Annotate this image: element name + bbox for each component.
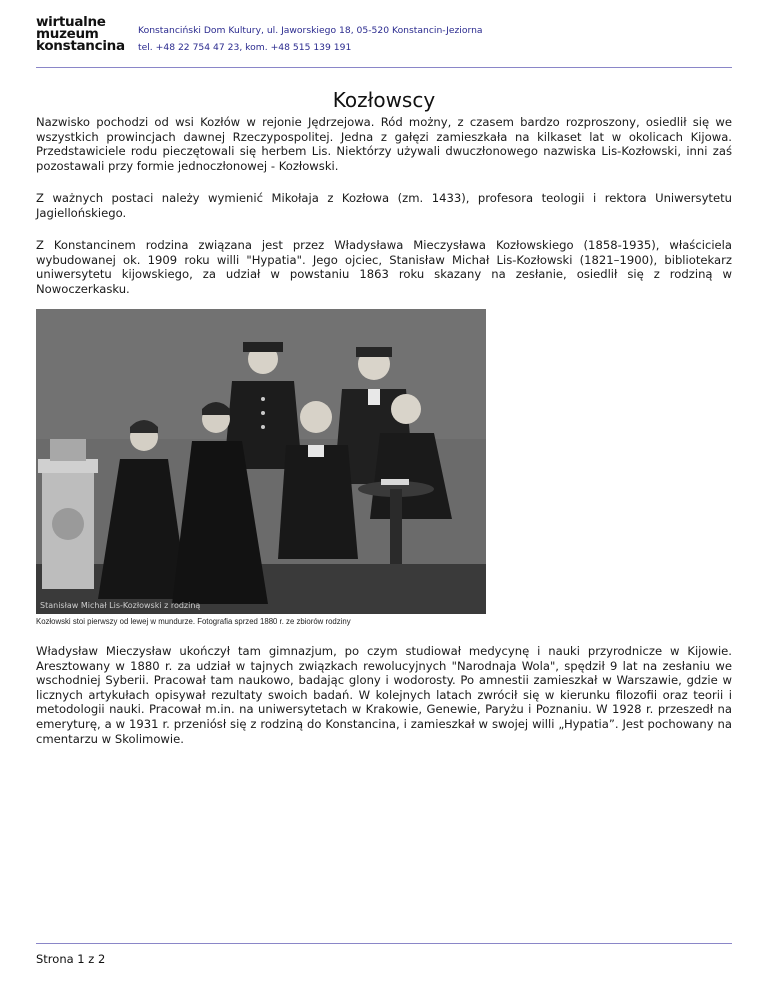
paragraph-4: Władysław Mieczysław ukończył tam gimnazjum, po czym studiował medycynę i nauki przyrodnicze w Kijowie. Aresztowany w 1880 r. za udział w tajnych związkach rewolucyjnych "Narodnaja Wola", spędził 9 lat na zesłaniu we wschodniej Syberii. Pracował tam naukowo, badając glony i wodorosty. Po amnestii zamieszkał w Warszawie, gdzie w licznych artykułach opisywał rezultaty swoich badań. W kolejnych latach zwrócił się w kierunku filozofii oraz teorii i metodologii nauki. Pracował m.in. na uniwersytetach w Krakowie, Genewie, Paryżu i Poznaniu. W 1928 r. przeszedł na emeryturę, a w 1931 r. przeniósł się z rodziną do Konstancina, i zamieszkał w swojej willi „Hypatia”. Jest pochowany na cmentarzu w Skolimowie. [36, 644, 732, 746]
header-divider [36, 67, 732, 68]
photo-caption: Kozłowski stoi pierwszy od lewej w mundurze. Fotografia sprzed 1880 r. ze zbiorów rodziny [36, 617, 351, 626]
phone-text: tel. +48 22 754 47 23, kom. +48 515 139 191 [138, 42, 352, 53]
address-text: Konstanciński Dom Kultury, ul. Jaworskiego 18, 05-520 Konstancin-Jeziorna [138, 25, 483, 36]
page-number: Strona 1 z 2 [36, 952, 106, 966]
logo-line-1: wirtualne [36, 14, 106, 30]
footer-divider [36, 943, 732, 944]
logo-line-2: muzeum [36, 26, 99, 42]
paragraph-2: Z ważnych postaci należy wymienić Mikołaja z Kozłowa (zm. 1433), profesora teologii i rektora Uniwersytetu Jagiellońskiego. [36, 191, 732, 220]
family-photo-illustration [36, 309, 486, 614]
paragraph-3: Z Konstancinem rodzina związana jest przez Władysława Mieczysława Kozłowskiego (1858-1935), właściciela wybudowanej ok. 1909 roku willi "Hypatia". Jego ojciec, Stanisław Michał Lis-Kozłowski (1821–1900), bibliotekarz uniwersytetu kijowskiego, za udział w powstaniu 1863 roku skazany na zesłanie, osiedlił się z rodziną w Nowoczerkasku. [36, 238, 732, 296]
logo-line-3: konstancina [36, 38, 125, 54]
paragraph-1: Nazwisko pochodzi od wsi Kozłów w rejonie Jędrzejowa. Ród możny, z czasem bardzo rozproszony, osiedlił się we wszystkich prowincjach dawnej Rzeczypospolitej. Jedna z gałęzi zamieszkała na kilkaset lat w okolicach Kijowa. Przedstawiciele rodu pieczętowali się herbem Lis. Niektórzy używali dwuczłonowego nazwiska Lis-Kozłowski, inni zaś pozostawali przy formie jednoczłonowej - Kozłowski. [36, 115, 732, 173]
family-photo [36, 309, 486, 614]
page-title: Kozłowscy [332, 88, 436, 112]
page-header [36, 16, 732, 68]
photo-overlay-text: Stanisław Michał Lis-Kozłowski z rodziną [40, 601, 201, 610]
site-logo[interactable] [36, 16, 136, 52]
contact-info [138, 22, 483, 56]
